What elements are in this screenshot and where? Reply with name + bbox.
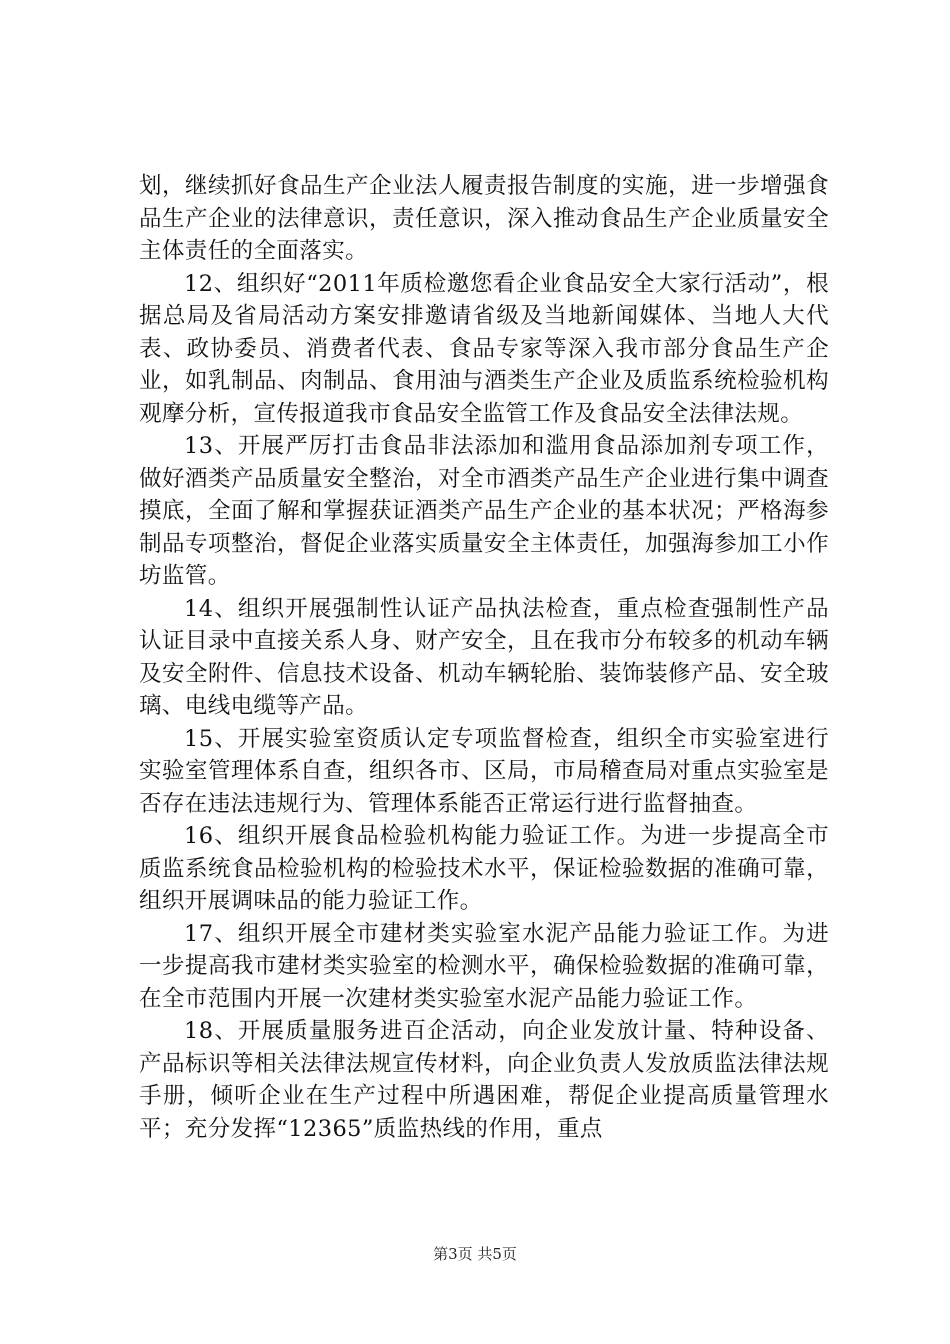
document-body — [139, 170, 829, 1145]
paragraph-continuation: 划，继续抓好食品生产企业法人履责报告制度的实施，进一步增强食品生产企业的法律意识，责任意识，深入推动食品生产企业质量安全主体责任的全面落实。 — [139, 173, 829, 264]
paragraph-item-16: 16、组织开展食品检验机构能力验证工作。为进一步提高全市质监系统食品检验机构的检验技术水平，保证检验数据的准确可靠，组织开展调味品的能力验证工作。 — [139, 823, 829, 914]
paragraph-item-18: 18、开展质量服务进百企活动，向企业发放计量、特种设备、产品标识等相关法律法规宣传材料，向企业负责人发放质监法律法规手册，倾听企业在生产过程中所遇困难，帮促企业提高质量管理水平；充分发挥“12365”质监热线的作用，重点 — [139, 1018, 829, 1142]
paragraph-item-12: 12、组织好“2011年质检邀您看企业食品安全大家行活动”，根据总局及省局活动方案安排邀请省级及当地新闻媒体、当地人大代表、政协委员、消费者代表、食品专家等深入我市部分食品生产企业，如乳制品、肉制品、食用油与酒类生产企业及质监系统检验机构观摩分析，宣传报道我市食品安全监管工作及食品安全法律法规。 — [139, 270, 829, 427]
paragraph-item-13: 13、开展严厉打击食品非法添加和滥用食品添加剂专项工作，做好酒类产品质量安全整治，对全市酒类产品生产企业进行集中调查摸底，全面了解和掌握获证酒类产品生产企业的基本状况；严格海参制品专项整治，督促企业落实质量安全主体责任，加强海参加工小作坊监管。 — [139, 433, 829, 589]
page-number-footer: 第3页 共5页 — [433, 1245, 517, 1263]
paragraph-item-17: 17、组织开展全市建材类实验室水泥产品能力验证工作。为进一步提高我市建材类实验室的检测水平，确保检验数据的准确可靠，在全市范围内开展一次建材类实验室水泥产品能力验证工作。 — [139, 920, 829, 1012]
paragraph-item-15: 15、开展实验室资质认定专项监督检查，组织全市实验室进行实验室管理体系自查，组织各市、区局，市局稽查局对重点实验室是否存在违法违规行为、管理体系能否正常运行进行监督抽查。 — [139, 725, 829, 817]
paragraph-item-14: 14、组织开展强制性认证产品执法检查，重点检查强制性产品认证目录中直接关系人身、财产安全，且在我市分布较多的机动车辆及安全附件、信息技术设备、机动车辆轮胎、装饰装修产品、安全玻璃、电线电缆等产品。 — [139, 595, 829, 719]
